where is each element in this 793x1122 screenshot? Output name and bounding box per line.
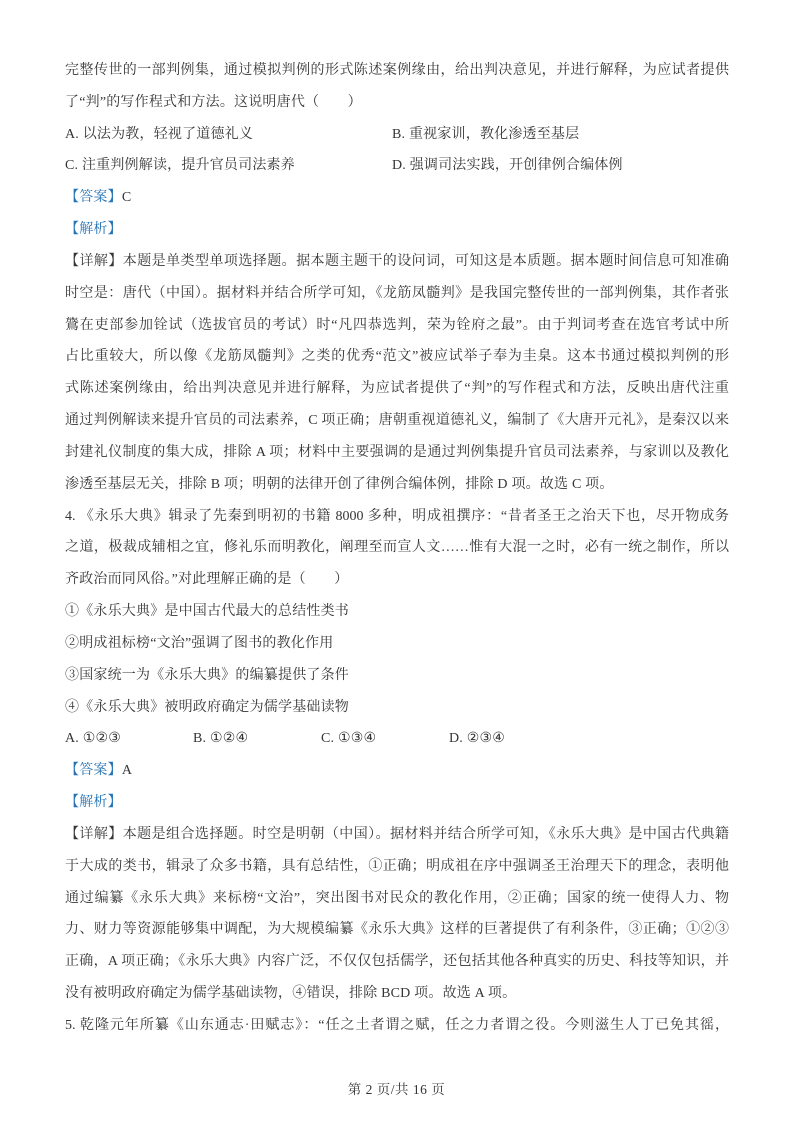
- option-item: D. ②③④: [449, 731, 505, 747]
- text-line: 占比重较大，所以像《龙筋凤髓判》之类的优秀“范文”被应试举子奉为圭臬。这本书通过模拟判例的形: [65, 349, 729, 365]
- option-item: C. 注重判例解读，提升官员司法素养: [65, 158, 295, 174]
- text-line: ③国家统一为《永乐大典》的编纂提供了条件: [65, 667, 349, 683]
- option-item: A. 以法为教，轻视了道德礼义: [65, 126, 254, 142]
- answer-value: A: [121, 763, 133, 779]
- option-item: D. 强调司法实践，开创律例合编体例: [392, 158, 623, 174]
- option-item: A. ①②③: [65, 731, 121, 747]
- text-line: ②明成祖标榜“文治”强调了图书的教化作用: [65, 635, 334, 651]
- text-line: ①《永乐大典》是中国古代最大的总结性类书: [65, 604, 349, 620]
- q4-options-row: [65, 723, 729, 755]
- answer-tag: 【答案】: [65, 190, 122, 206]
- text-line: 了“判”的写作程式和方法。这说明唐代（ ）: [65, 94, 362, 110]
- text-line: 正确，A 项正确；《永乐大典》内容广泛，不仅仅包括儒学，还包括其他各种真实的历史、科技等知识，并: [65, 954, 729, 970]
- text-line: 时空是：唐代（中国）。据材料并结合所学可知，《龙筋凤髓判》是我国完整传世的一部判例集，其作者张: [65, 285, 729, 301]
- text-line: 式陈述案例缘由，给出判决意见并进行解释，为应试者提供了“判”的写作程式和方法，反映出唐代注重: [65, 381, 729, 397]
- analysis-tag: 【解析】: [65, 222, 122, 238]
- analysis-line: [65, 787, 729, 819]
- q3-options-row-ab: [65, 119, 729, 151]
- text-line: 齐政治而同风俗。”对此理解正确的是（ ）: [65, 572, 349, 588]
- option-item: B. ①②④: [193, 731, 249, 747]
- answer-tag: 【答案】: [65, 763, 122, 779]
- text-line: 通过判例解读来提升官员的司法素养，C 项正确；唐朝重视道德礼义，编制了《大唐开元礼》，是秦汉以来: [65, 413, 729, 429]
- text-line: 渗透至基层无关，排除 B 项；明朝的法律开创了律例合编体例，排除 D 项。故选 C 项。: [65, 476, 614, 492]
- option-item: B. 重视家训，教化渗透至基层: [392, 126, 580, 142]
- text-line: ④《永乐大典》被明政府确定为儒学基础读物: [65, 699, 349, 715]
- text-line: 【详解】本题是组合选择题。时空是明朝（中国）。据材料并结合所学可知，《永乐大典》是中国古代典籍: [65, 826, 729, 842]
- page-number-footer: 第 2 页/共 16 页: [347, 1082, 446, 1097]
- document-content: [65, 55, 729, 1042]
- text-line: 没有被明政府确定为儒学基础读物，④错误，排除 BCD 项。故选 A 项。: [65, 986, 517, 1002]
- text-line: 通过编纂《永乐大典》来标榜“文治”，突出图书对民众的教化作用，②正确；国家的统一使得人力、物: [65, 890, 729, 906]
- text-line: 鷟在吏部参加铨试（选拔官员的考试）时“凡四恭选判，荣为铨府之最”。由于判词考查在选官考试中所: [65, 317, 729, 333]
- analysis-tag: 【解析】: [65, 795, 122, 811]
- text-line: 4. 《永乐大典》辑录了先秦到明初的书籍 8000 多种，明成祖撰序：“昔者圣王之治天下也，尽开物成务: [65, 508, 729, 524]
- text-line: 之道，极裁成辅相之宜，修礼乐而明教化，阐理至而宣人文……惟有大混一之时，必有一统之制作，所以: [65, 540, 729, 556]
- option-item: C. ①③④: [321, 731, 377, 747]
- answer-line: [65, 182, 729, 214]
- analysis-line: [65, 214, 729, 246]
- text-line: 完整传世的一部判例集，通过模拟判例的形式陈述案例缘由，给出判决意见，并进行解释，为应试者提供: [65, 63, 729, 78]
- text-line: 力、财力等资源能够集中调配，为大规模编纂《永乐大典》这样的巨著提供了有利条件，③正确；①②③: [65, 922, 729, 938]
- text-line: 于大成的类书，辑录了众多书籍，具有总结性，①正确；明成祖在序中强调圣王治理天下的理念，表明他: [65, 858, 729, 874]
- answer-line: [65, 755, 729, 787]
- answer-value: C: [121, 190, 132, 206]
- text-line: 5. 乾隆元年所纂《山东通志·田赋志》：“任之土者谓之赋，任之力者谓之役。今则滋生人丁已免其徭，: [65, 1017, 729, 1033]
- text-line: 封建礼仪制度的集大成，排除 A 项；材料中主要强调的是通过判例集提升官员司法素养，与家训以及教化: [65, 444, 729, 460]
- text-line: 【详解】本题是单类型单项选择题。据本题主题干的设问词，可知这是本质题。据本题时间信息可知准确: [65, 253, 729, 269]
- q3-options-row-cd: [65, 150, 729, 182]
